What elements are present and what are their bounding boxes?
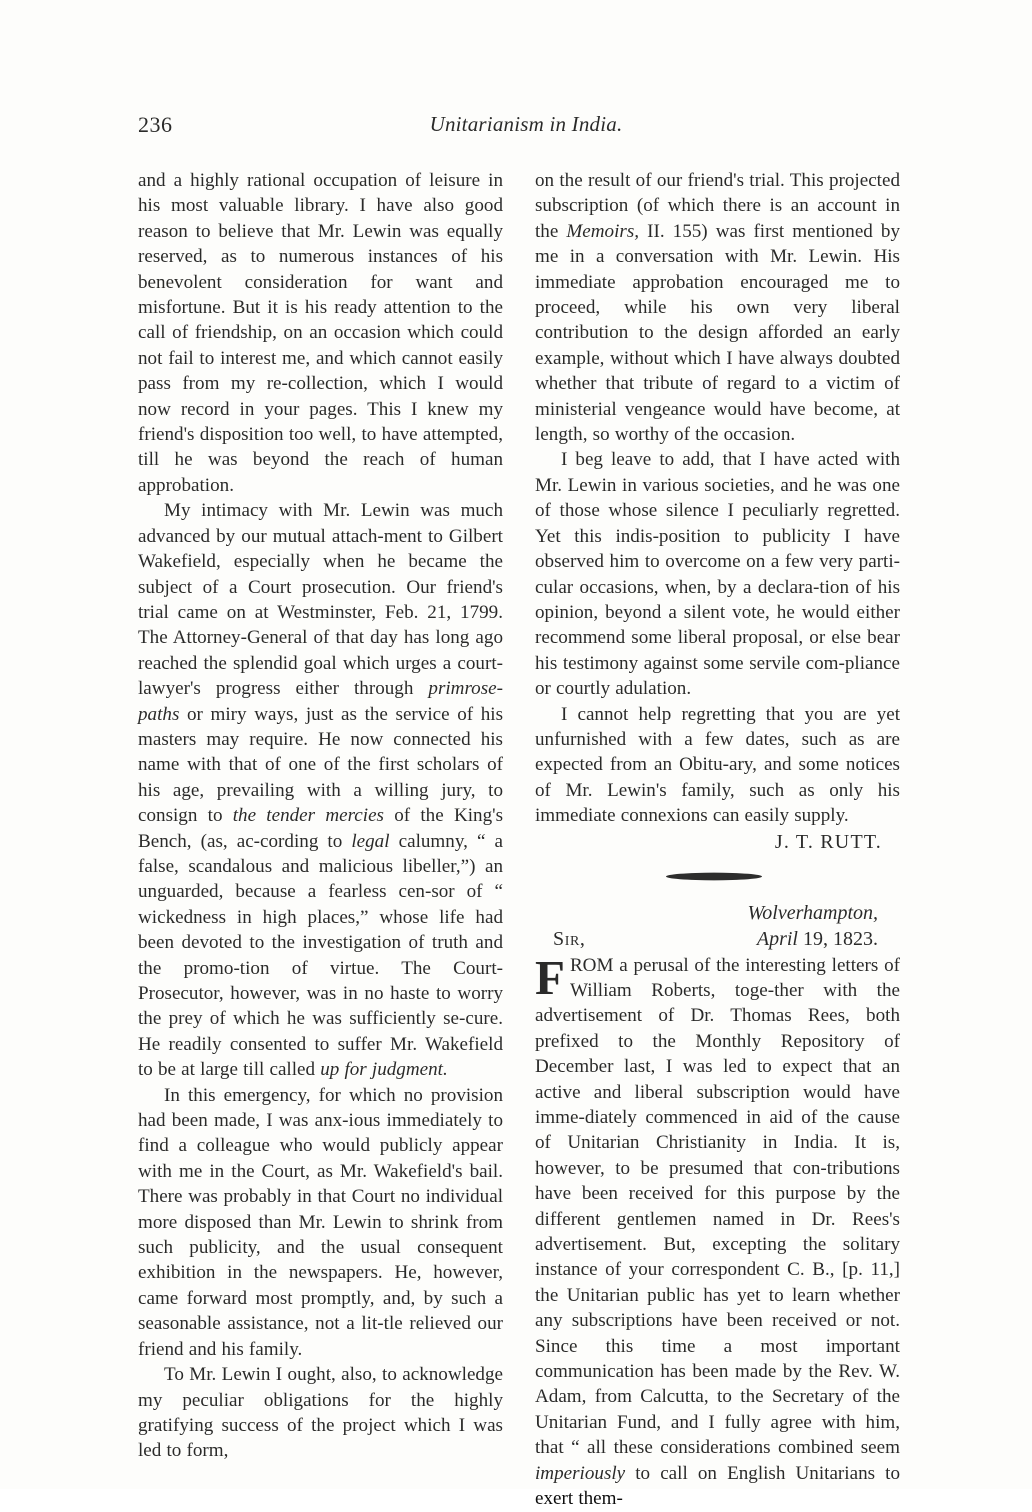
body-paragraph [138,1083,503,1362]
italic-run: up for judgment. [320,1059,448,1081]
letter-signature: J. T. RUTT. [774,830,882,853]
italic-run: legal [351,830,390,852]
letter-date-rest: 19, 1823. [798,927,878,950]
letter-date [757,926,878,953]
text-run: ROM a perusal of the interesting letters of William Roberts, toge-ther with the advertisement of Dr. Thomas Rees, both prefixed to the Monthly Repository of December last, I was led to expect that an active and liberal subscription would have imme-diately commenced in aid of the cause of Unitarian Christianity in India. It is, however, to be presumed that con-tributions have been received for this purpose by the different gentlemen named in Dr. Rees's advertisement. But, excepting the solitary instance of your correspondent C. B., [p. 11,] the Unitarian public has yet to learn whether any subscriptions have been received or not. Since this time a most important communication has been made by the Rev. W. Adam, from Calcutta, to the Secretary of the Unitarian Fund, and I fully agree with him, that “ all these considerations combined seem [535,954,900,1459]
page-number: 236 [138,112,173,137]
page-body [138,110,900,1512]
text-run: and a highly rational occupation of leisure in his most valuable library. I have also good reason to believe that Mr. Lewin was equally reserved, as to numerous instances of his benevolent consideration for want and misfortune. But it is his ready attention to the call of friendship, on an occasion which could not fail to interest me, and which cannot easily pass from my re-collection, which I would now record in your pages. This I knew my friend's disposition too well, to have attempted, till he was beyond the reach of human approbation. [138,170,503,496]
lens-rule-ornament [666,873,762,881]
text-run: I cannot help regretting that you are yet unfurnished with a few dates, such as are expected from an Obitu-ary, and some notices of Mr. Lewin's family, such as only his immediate connexions can easily supply. [535,703,900,827]
body-paragraph [535,168,900,447]
letter-date-month: April [756,927,798,950]
body-paragraph [535,447,900,701]
text-run: to call on English Unitarians to exert them- [535,1462,900,1510]
italic-run: imperiously [535,1462,626,1484]
text-run: My intimacy with Mr. Lewin was much advanced by our mutual attach-ment to Gilbert Wakefield, especially when he became the subject of a Court prosecution. Our friend's trial came on at Westminster, Feb. 21, 1799. The Attorney-General of that day has long ago reached the splendid goal which urges a court-lawyer's progress either through [138,500,503,700]
body-paragraph [535,702,900,829]
italic-run: Memoirs, [566,220,640,242]
letter-opening-paragraph [535,949,900,1512]
text-run: or miry ways, just as the service of his masters may require. He now connected his name with that of one of the first scholars of his age, prevailing with a willing jury, to consign to [138,703,503,827]
letter-body-text [535,949,900,1510]
column-container [138,168,900,1512]
right-column [535,168,900,1512]
text-run: calumny, “ a false, scandalous and malicious libeller,”) an unguarded, because a fearless cen-sor of “ wickedness in high places,” whose life had been devoted to the investigation of truth and the promo-tion of virtue. The Court-Prosecutor, however, was in no haste to worry the prey of which he was sufficiently se-cure. He readily consented to suffer Mr. Wakefield to be at large till called [138,830,503,1081]
body-paragraph [138,1362,503,1464]
salutation: Sir, [553,927,586,950]
section-divider [535,854,900,900]
text-run: II. 155) was first mentioned by me in a conversation with Mr. Lewin. His immediate approbation encouraged me to proceed, while his own very liberal contribution to the design afforded an early example, without which I have always doubted whether that tribute of regard to a victim of ministerial vengeance would have become, at length, so worthy of the occasion. [535,220,900,446]
text-run: I beg leave to add, that I have acted with Mr. Lewin in various societies, and he was one of those whose silence I peculiarly regretted. Yet this indis-position to publicity I have observed him to overcome on a few very parti-cular occasions, when, by a declara-tion of his opinion, beyond a silent vote, he would either recommend some liberal proposal, or else bear his testimony against some servile com-pliance or courtly adulation. [535,449,900,700]
body-paragraph [138,498,503,1082]
text-run: To Mr. Lewin I ought, also, to acknowledge my peculiar obligations for the highly gratifying success of the project which I was led to form, [138,1364,503,1462]
drop-cap-initial: F [535,949,565,1005]
running-title: Unitarianism in India. [429,112,623,136]
letter-place: Wolverhampton, [747,901,878,924]
italic-run: primrose-paths [138,678,503,725]
text-run: In this emergency, for which no provision had been made, I was anx-ious immediately to find a colleague who would publicly appear with me in the Court, as Mr. Wakefield's bail. There was probably in that Court no individual more disposed than Mr. Lewin to shrink from such publicity, and the usual consequent exhibition in the newspapers. He, however, came forward most promptly, and, by such a seasonable assistance, not a lit-tle relieved our friend and his family. [138,1084,503,1360]
italic-run: the tender mercies [232,805,384,827]
running-head [138,110,900,152]
text-run: on the result of our friend's trial. This projected subscription (of which there is an account in the [535,170,900,242]
left-column [138,168,503,1464]
body-paragraph [138,168,503,498]
right-column-paragraphs [535,168,900,829]
text-run: of the King's Bench, (as, ac-cording to [138,805,504,852]
salutation-row [535,926,900,953]
